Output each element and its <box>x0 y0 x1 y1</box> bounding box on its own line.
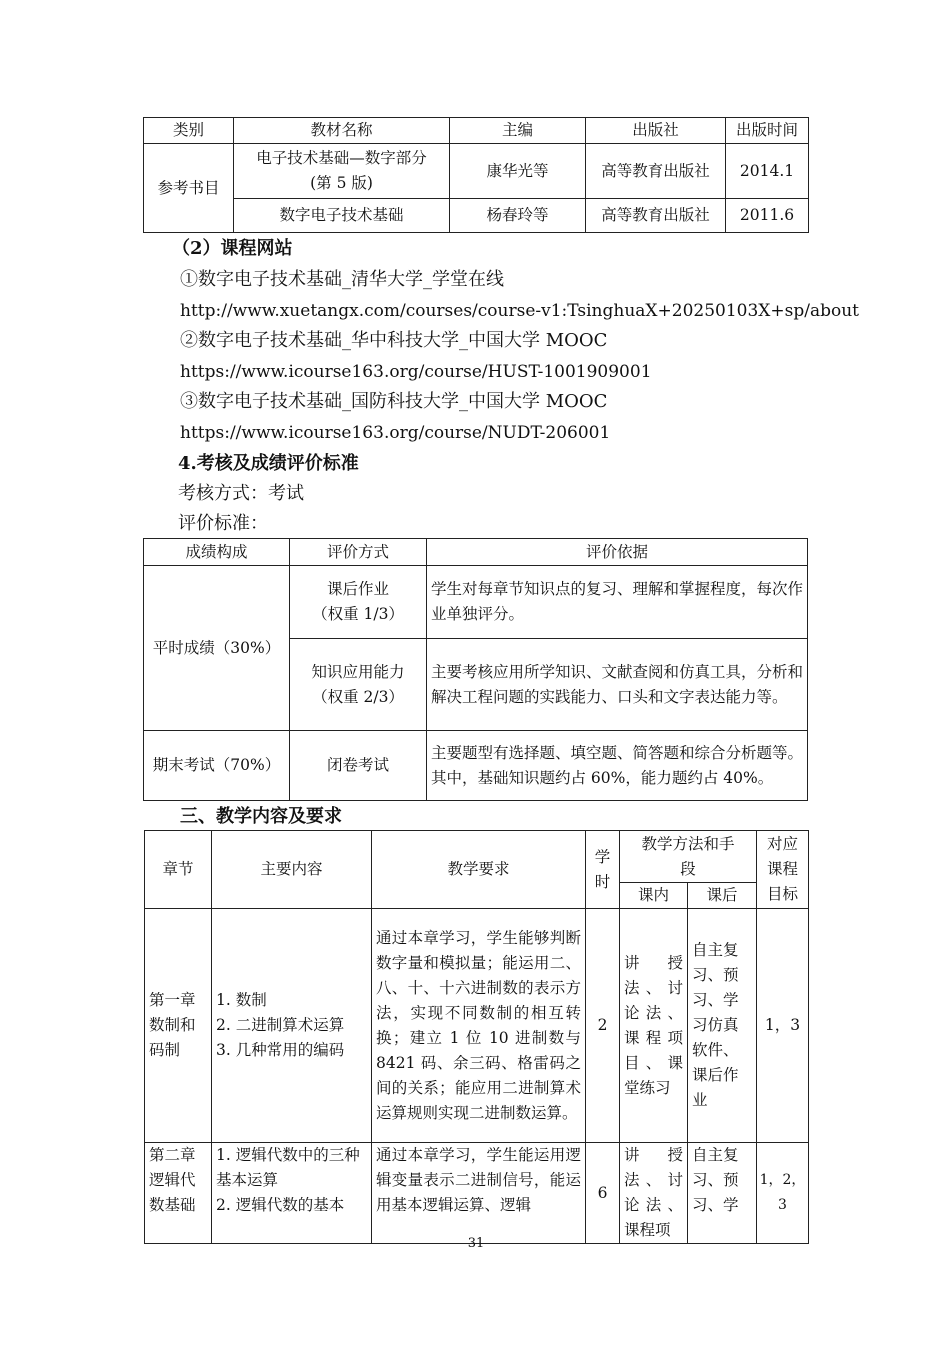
hours-cell: 2 <box>586 909 620 1143</box>
header-title: 教材名称 <box>234 118 450 144</box>
in-class-cell: 讲授法、讨论法、课程项目、课堂练习 <box>620 909 688 1143</box>
table-row <box>145 909 809 1143</box>
table-row <box>145 1143 809 1244</box>
hours-cell: 6 <box>586 1143 620 1244</box>
publisher-cell: 高等教育出版社 <box>586 199 726 233</box>
content-item: 1. 逻辑代数中的三种基本运算 <box>216 1146 360 1189</box>
application-method-cell <box>290 639 427 731</box>
page-number: 31 <box>467 1236 485 1251</box>
chapter-cell: 第一章数制和码制 <box>145 909 212 1143</box>
content-cell <box>212 1143 372 1244</box>
assessment-method: 考核方式：考试 <box>178 483 304 504</box>
usual-grade-cell: 平时成绩（30%） <box>144 566 290 731</box>
content-item: 1. 数制 <box>216 991 267 1009</box>
teaching-content-table <box>144 830 809 1244</box>
content-item: 2. 逻辑代数的基本 <box>216 1196 345 1214</box>
website-url[interactable]: https://www.icourse163.org/course/HUST-1001909001 <box>180 362 652 382</box>
chapter-cell: 第二章逻辑代数基础 <box>145 1143 212 1244</box>
after-class-cell: 自主复习、预习、学习仿真软件、课后作业 <box>688 909 757 1143</box>
teaching-heading: 三、教学内容及要求 <box>180 806 342 827</box>
goal-cell: 1，2，3 <box>757 1143 809 1244</box>
website-url[interactable]: https://www.icourse163.org/course/NUDT-206001 <box>180 423 611 443</box>
final-method-cell: 闭卷考试 <box>290 731 427 801</box>
table-header-row <box>145 831 809 883</box>
application-weight: （权重 2/3） <box>312 687 404 706</box>
table-row <box>144 199 809 233</box>
final-exam-cell: 期末考试（70%） <box>144 731 290 801</box>
editor-cell: 康华光等 <box>450 144 586 199</box>
header-publisher: 出版社 <box>586 118 726 144</box>
book-title-cell <box>234 144 450 199</box>
application-method-label: 知识应用能力 <box>311 662 405 681</box>
requirement-cell: 通过本章学习，学生能运用逻辑变量表示二进制信号，能运用基本逻辑运算、逻辑 <box>372 1143 586 1244</box>
category-cell: 参考书目 <box>144 144 234 233</box>
header-grade-component: 成绩构成 <box>144 539 290 566</box>
header-evaluation-method: 评价方式 <box>290 539 427 566</box>
header-hours: 学时 <box>586 831 620 909</box>
homework-method-cell <box>290 566 427 639</box>
header-goal: 对应课程目标 <box>757 831 809 909</box>
application-basis-cell: 主要考核应用所学知识、文献查阅和仿真工具，分析和解决工程问题的实践能力、口头和文字表达能力等。 <box>427 639 808 731</box>
publisher-cell: 高等教育出版社 <box>586 144 726 199</box>
website-label: ③数字电子技术基础_国防科技大学_中国大学 MOOC <box>180 391 608 412</box>
table-row <box>144 144 809 199</box>
website-label: ②数字电子技术基础_华中科技大学_中国大学 MOOC <box>180 330 608 351</box>
header-chapter: 章节 <box>145 831 212 909</box>
homework-method-label: 课后作业 <box>326 580 389 598</box>
goal-cell: 1，3 <box>757 909 809 1143</box>
header-editor: 主编 <box>450 118 586 144</box>
reference-books-table <box>143 117 809 233</box>
header-year: 出版时间 <box>726 118 809 144</box>
book-title-cell: 数字电子技术基础 <box>234 199 450 233</box>
table-header-row <box>144 118 809 144</box>
year-cell: 2014.1 <box>726 144 809 199</box>
final-basis-cell: 主要题型有选择题、填空题、简答题和综合分析题等。其中，基础知识题约占 60%，能力题约占 40%。 <box>427 731 808 801</box>
in-class-cell: 讲授法、讨论法、课程项 <box>620 1143 688 1244</box>
after-class-cell: 自主复习、预习、学 <box>688 1143 757 1244</box>
header-content: 主要内容 <box>212 831 372 909</box>
assessment-standard-label: 评价标准： <box>178 513 268 534</box>
book-edition-line: (第 5 版) <box>310 174 373 192</box>
table-header-row <box>144 539 808 566</box>
header-after-class: 课后 <box>688 883 757 909</box>
book-title-line: 电子技术基础—数字部分 <box>256 149 427 167</box>
header-category: 类别 <box>144 118 234 144</box>
website-label: ①数字电子技术基础_清华大学_学堂在线 <box>180 269 504 290</box>
header-evaluation-basis: 评价依据 <box>427 539 808 566</box>
table-row <box>144 731 808 801</box>
homework-basis-cell: 学生对每章节知识点的复习、理解和掌握程度，每次作业单独评分。 <box>427 566 808 639</box>
content-item: 3. 几种常用的编码 <box>216 1041 345 1059</box>
content-item: 2. 二进制算术运算 <box>216 1016 345 1034</box>
website-url[interactable]: http://www.xuetangx.com/courses/course-v1:TsinghuaX+20250103X+sp/about <box>180 301 859 321</box>
year-cell: 2011.6 <box>726 199 809 233</box>
homework-weight: （权重 1/3） <box>312 605 404 623</box>
content-cell <box>212 909 372 1143</box>
header-method: 教学方法和手段 <box>620 831 757 883</box>
assessment-heading: 4.考核及成绩评价标准 <box>178 453 359 474</box>
assessment-table <box>143 538 808 801</box>
header-in-class: 课内 <box>620 883 688 909</box>
websites-heading: （2）课程网站 <box>172 238 293 259</box>
editor-cell: 杨春玲等 <box>450 199 586 233</box>
table-row <box>144 566 808 639</box>
header-requirement: 教学要求 <box>372 831 586 909</box>
requirement-cell: 通过本章学习，学生能够判断数字量和模拟量；能运用二、八、十、十六进制数的表示方法，实现不同数制的相互转换；建立 1 位 10 进制数与 8421 码、余三码、格雷码之间的关系；能应用二进制算术运算规则实现二进制数运算。 <box>372 909 586 1143</box>
